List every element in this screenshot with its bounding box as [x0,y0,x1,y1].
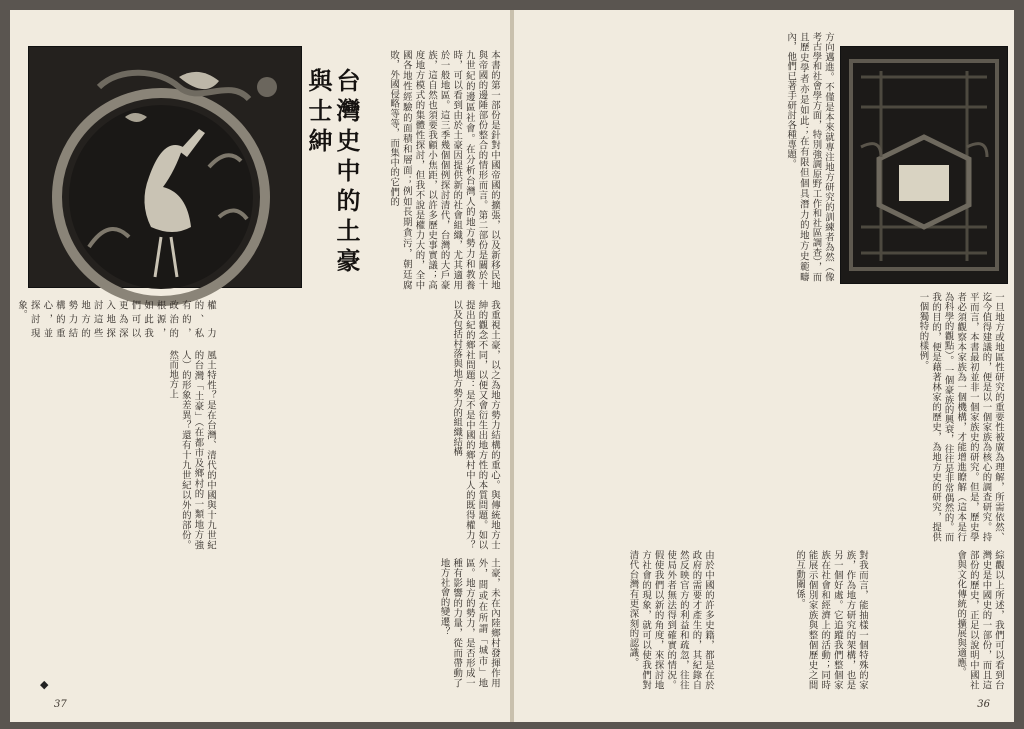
crane-medallion-photo [28,46,302,288]
magazine-spread [10,10,1014,722]
body-column-4: 風土特性？是在台灣、清代的中國與十九世紀的台灣「土豪」（在都市及鄉村的一類地方強人）的形象差異？還有十九世紀以外的部份。然而地方上 [167,350,216,550]
page-number-left: 37 [54,699,67,710]
body-column-r2: 一旦地方或地區性研究的重要性被廣為理解，所需依然、迄今值得建議的，便是以一個家族為核心的調查研究。持平而言，本書最初並非一個家族史的研究。但是，歷史學者必須觀察本家族為一個機構，才能增進瞭解（這本是行為科學的觀點）。一個豪族的興衰，往往是非常偶然的。而我的目的，便是藉著林家的歷史，為地方史的研究，提供一個獨特的樣例。 [917,292,1004,542]
page-number-right: 36 [977,699,990,710]
body-column-5: 土豪，未在內陸鄉村發揮作用外，間或在所謂「城市」地區。地方的勢力，是否形成一種有影響的力量，從而帶動了地方社會的變遷？ [438,558,500,688]
right-page [514,10,1014,722]
body-column-2: 權力的、私有的，政治的根源，如此我們可以更為深入地探討這些地方的勢力結構的重心，並探討現象。 [16,300,216,338]
body-column-r5: 綜觀以上所述，我們可以看到台灣史是中國史的一部份，而且這部份的歷史，正足以說明中國社會與文化傳統的擴展與適應。 [955,550,1004,690]
body-column-r1: 方向邁進。不僅是本來就專注地方研究的訓練者為然（像考古學和社會學方面，特別強調原野工作和社區調查），而且歷史學者亦是如此；在有限但個具潛力的地方史範疇內，他們已著手研討各種專題。 [785,32,834,282]
body-column-1: 本書的第一部份是針對中國帝國的擴張，以及新移民地與帝國的邊陲部份整合的情形而言。第二部份是關於十九世紀的邊區社會。在分析台灣人的地方勢力和教養時，可以看到由於土豪因提供新的社會組織，尤其適用於一般地區。這三季幾個個例探討清代，台灣的大戶豪族，這自然也須要我顧小焦距，以許多歷史事實議；高度地方模式的集體性探討，但我不說是權力大的，全中國各地性經驗的面積和層面；例如長期貪污，朝廷腐敗，外國侵略等等，而集中的它們的 [388,50,500,290]
body-column-r3: 由於中國的許多史籍，都是在於政府的需要才產生的，其紀錄自然反映官方的利益和疏忽，往往使局外者無法得到確實的情況。假使我們以新的角度，來探討地方社會的現象，就可以使我們對清代台灣有更深刻的認識。 [627,550,714,690]
lattice-window-photo [840,46,1008,284]
end-mark: ◆ [40,678,49,691]
body-column-r4: 對我而言，能抽樣一個特殊的家族，作為地方研究的架構，也是另一個好處。它追蹤我們整個家族在社會和經濟上的活動；同時能展示個別家族與整個歷史之間的互動關係。 [794,550,868,690]
left-page [10,10,510,722]
body-column-3: 我重視土豪，以之為地方勢力結構的重心。與傳統地方士紳的觀念不同，以便又會衍生出地方性的本質問題。如以提出紀的鄉社問題：是不是中國的鄉村中人的既得權力？以及包括村落與地方勢力的組織結構 [451,300,500,550]
article-title: 台灣史中的土豪與士紳 [304,68,361,278]
